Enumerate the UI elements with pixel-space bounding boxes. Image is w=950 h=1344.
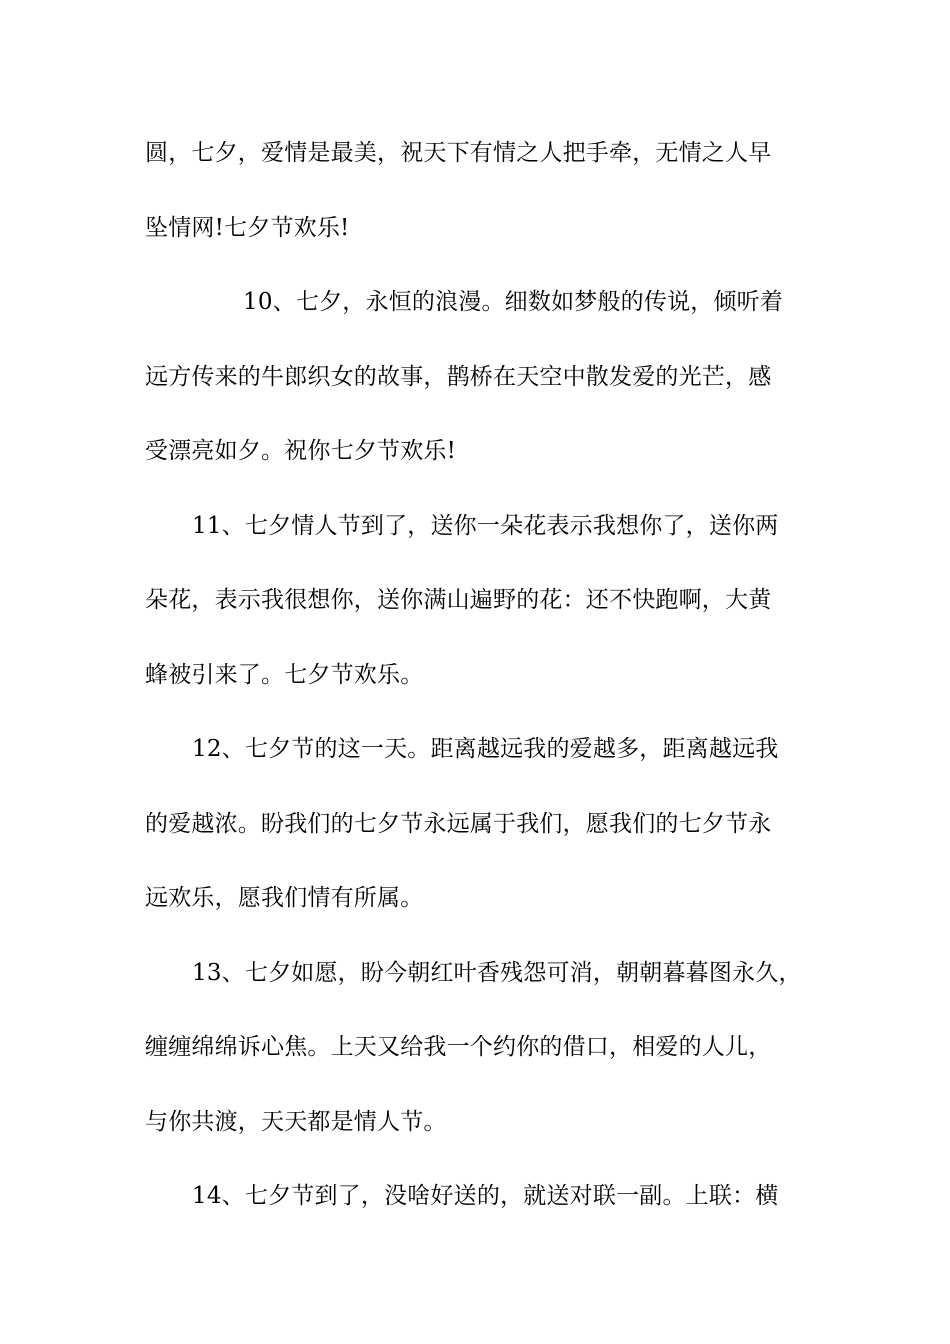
text-line: 受漂亮如夕。祝你七夕节欢乐! bbox=[145, 438, 457, 464]
text-line: 圆，七夕，爱情是最美，祝天下有情之人把手牵，无情之人早 bbox=[145, 140, 772, 166]
text-line: 10、七夕，永恒的浪漫。细数如梦般的传说，倾听着 bbox=[243, 289, 784, 315]
text-line: 坠情网!七夕节欢乐! bbox=[145, 215, 350, 241]
text-line: 朵花，表示我很想你，送你满山遍野的花：还不快跑啊，大黄 bbox=[145, 587, 772, 613]
text-line: 14、七夕节到了，没啥好送的，就送对联一副。上联：横 bbox=[192, 1183, 779, 1209]
text-line: 缠缠绵绵诉心焦。上天又给我一个约你的借口，相爱的人儿， bbox=[145, 1034, 772, 1060]
text-line: 13、七夕如愿，盼今朝红叶香残怨可消，朝朝暮暮图永久， bbox=[192, 960, 802, 986]
text-line: 远方传来的牛郎织女的故事，鹊桥在天空中散发爱的光芒，感 bbox=[145, 364, 772, 390]
text-line: 与你共渡，天天都是情人节。 bbox=[145, 1109, 447, 1135]
text-line: 蜂被引来了。七夕节欢乐。 bbox=[145, 662, 424, 688]
text-line: 的爱越浓。盼我们的七夕节永远属于我们，愿我们的七夕节永 bbox=[145, 811, 772, 837]
text-line: 11、七夕情人节到了，送你一朵花表示我想你了，送你两 bbox=[192, 513, 779, 539]
text-line: 远欢乐，愿我们情有所属。 bbox=[145, 885, 424, 911]
text-line: 12、七夕节的这一天。距离越远我的爱越多，距离越远我 bbox=[192, 736, 779, 762]
